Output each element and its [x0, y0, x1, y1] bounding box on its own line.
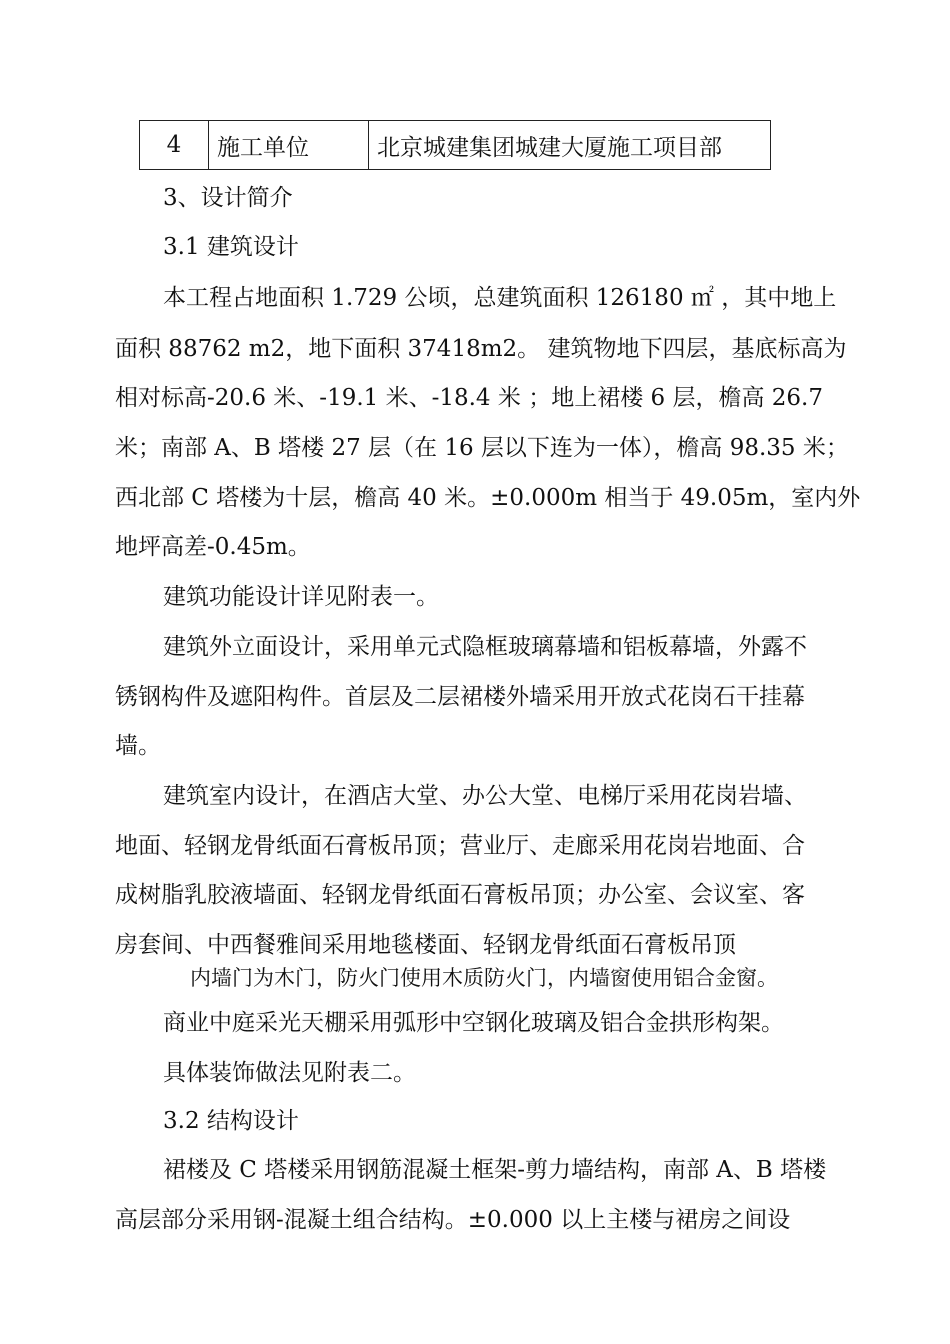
section-heading-3: 3、设计简介	[163, 185, 293, 211]
construction-unit-table	[139, 120, 771, 170]
para3-line2: 锈钢构件及遮阳构件。首层及二层裙楼外墙采用开放式花岗石干挂幕	[115, 684, 805, 710]
para8-line2: 高层部分采用钢-混凝土组合结构。±0.000 以上主楼与裙房之间设	[115, 1207, 791, 1233]
section-heading-3-2: 3.2 结构设计	[163, 1108, 299, 1134]
para3-line3: 墙。	[115, 733, 161, 759]
para1-line2: 面积 88762 m2，地下面积 37418m2。 建筑物地下四层，基底标高为	[115, 336, 847, 362]
para5: 内墙门为木门，防火门使用木质防火门，内墙窗使用铝合金窗。	[190, 966, 778, 990]
para8-line1: 裙楼及 C 塔楼采用钢筋混凝土框架-剪力墙结构，南部 A、B 塔楼	[163, 1157, 827, 1183]
para4-line1: 建筑室内设计，在酒店大堂、办公大堂、电梯厅采用花岗岩墙、	[163, 783, 807, 809]
para6: 商业中庭采光天棚采用弧形中空钢化玻璃及铝合金拱形构架。	[163, 1010, 784, 1036]
para4-line4: 房套间、中西餐雅间采用地毯楼面、轻钢龙骨纸面石膏板吊顶	[115, 932, 736, 958]
para1-line5: 西北部 C 塔楼为十层，檐高 40 米。±0.000m 相当于 49.05m，室内外	[115, 485, 861, 511]
para1-line1	[163, 283, 836, 313]
section-heading-3-1: 3.1 建筑设计	[163, 234, 299, 260]
para4-line2: 地面、轻钢龙骨纸面石膏板吊顶；营业厅、走廊采用花岗岩地面、合	[115, 833, 805, 859]
para1-line4: 米；南部 A、B 塔楼 27 层（在 16 层以下连为一体），檐高 98.35 米；	[115, 435, 849, 461]
para3-line1: 建筑外立面设计，采用单元式隐框玻璃幕墙和铝板幕墙，外露不	[163, 634, 807, 660]
row-number: 4	[140, 121, 209, 170]
para4-line3: 成树脂乳胶液墙面、轻钢龙骨纸面石膏板吊顶；办公室、会议室、客	[115, 882, 805, 908]
row-value: 北京城建集团城建大厦施工项目部	[369, 121, 771, 170]
para7: 具体装饰做法见附表二。	[163, 1060, 416, 1086]
row-label: 施工单位	[209, 121, 369, 170]
para1-line3: 相对标高-20.6 米、-19.1 米、-18.4 米 ；地上裙楼 6 层，檐高 26.7	[115, 385, 823, 411]
table-row	[140, 121, 771, 170]
para1-line1-text: 本工程占地面积 1.729 公顷，总建筑面积 126180 ㎡ ，其中地上	[163, 285, 837, 311]
para1-line6: 地坪高差-0.45m。	[115, 534, 311, 560]
para2: 建筑功能设计详见附表一。	[163, 584, 439, 610]
